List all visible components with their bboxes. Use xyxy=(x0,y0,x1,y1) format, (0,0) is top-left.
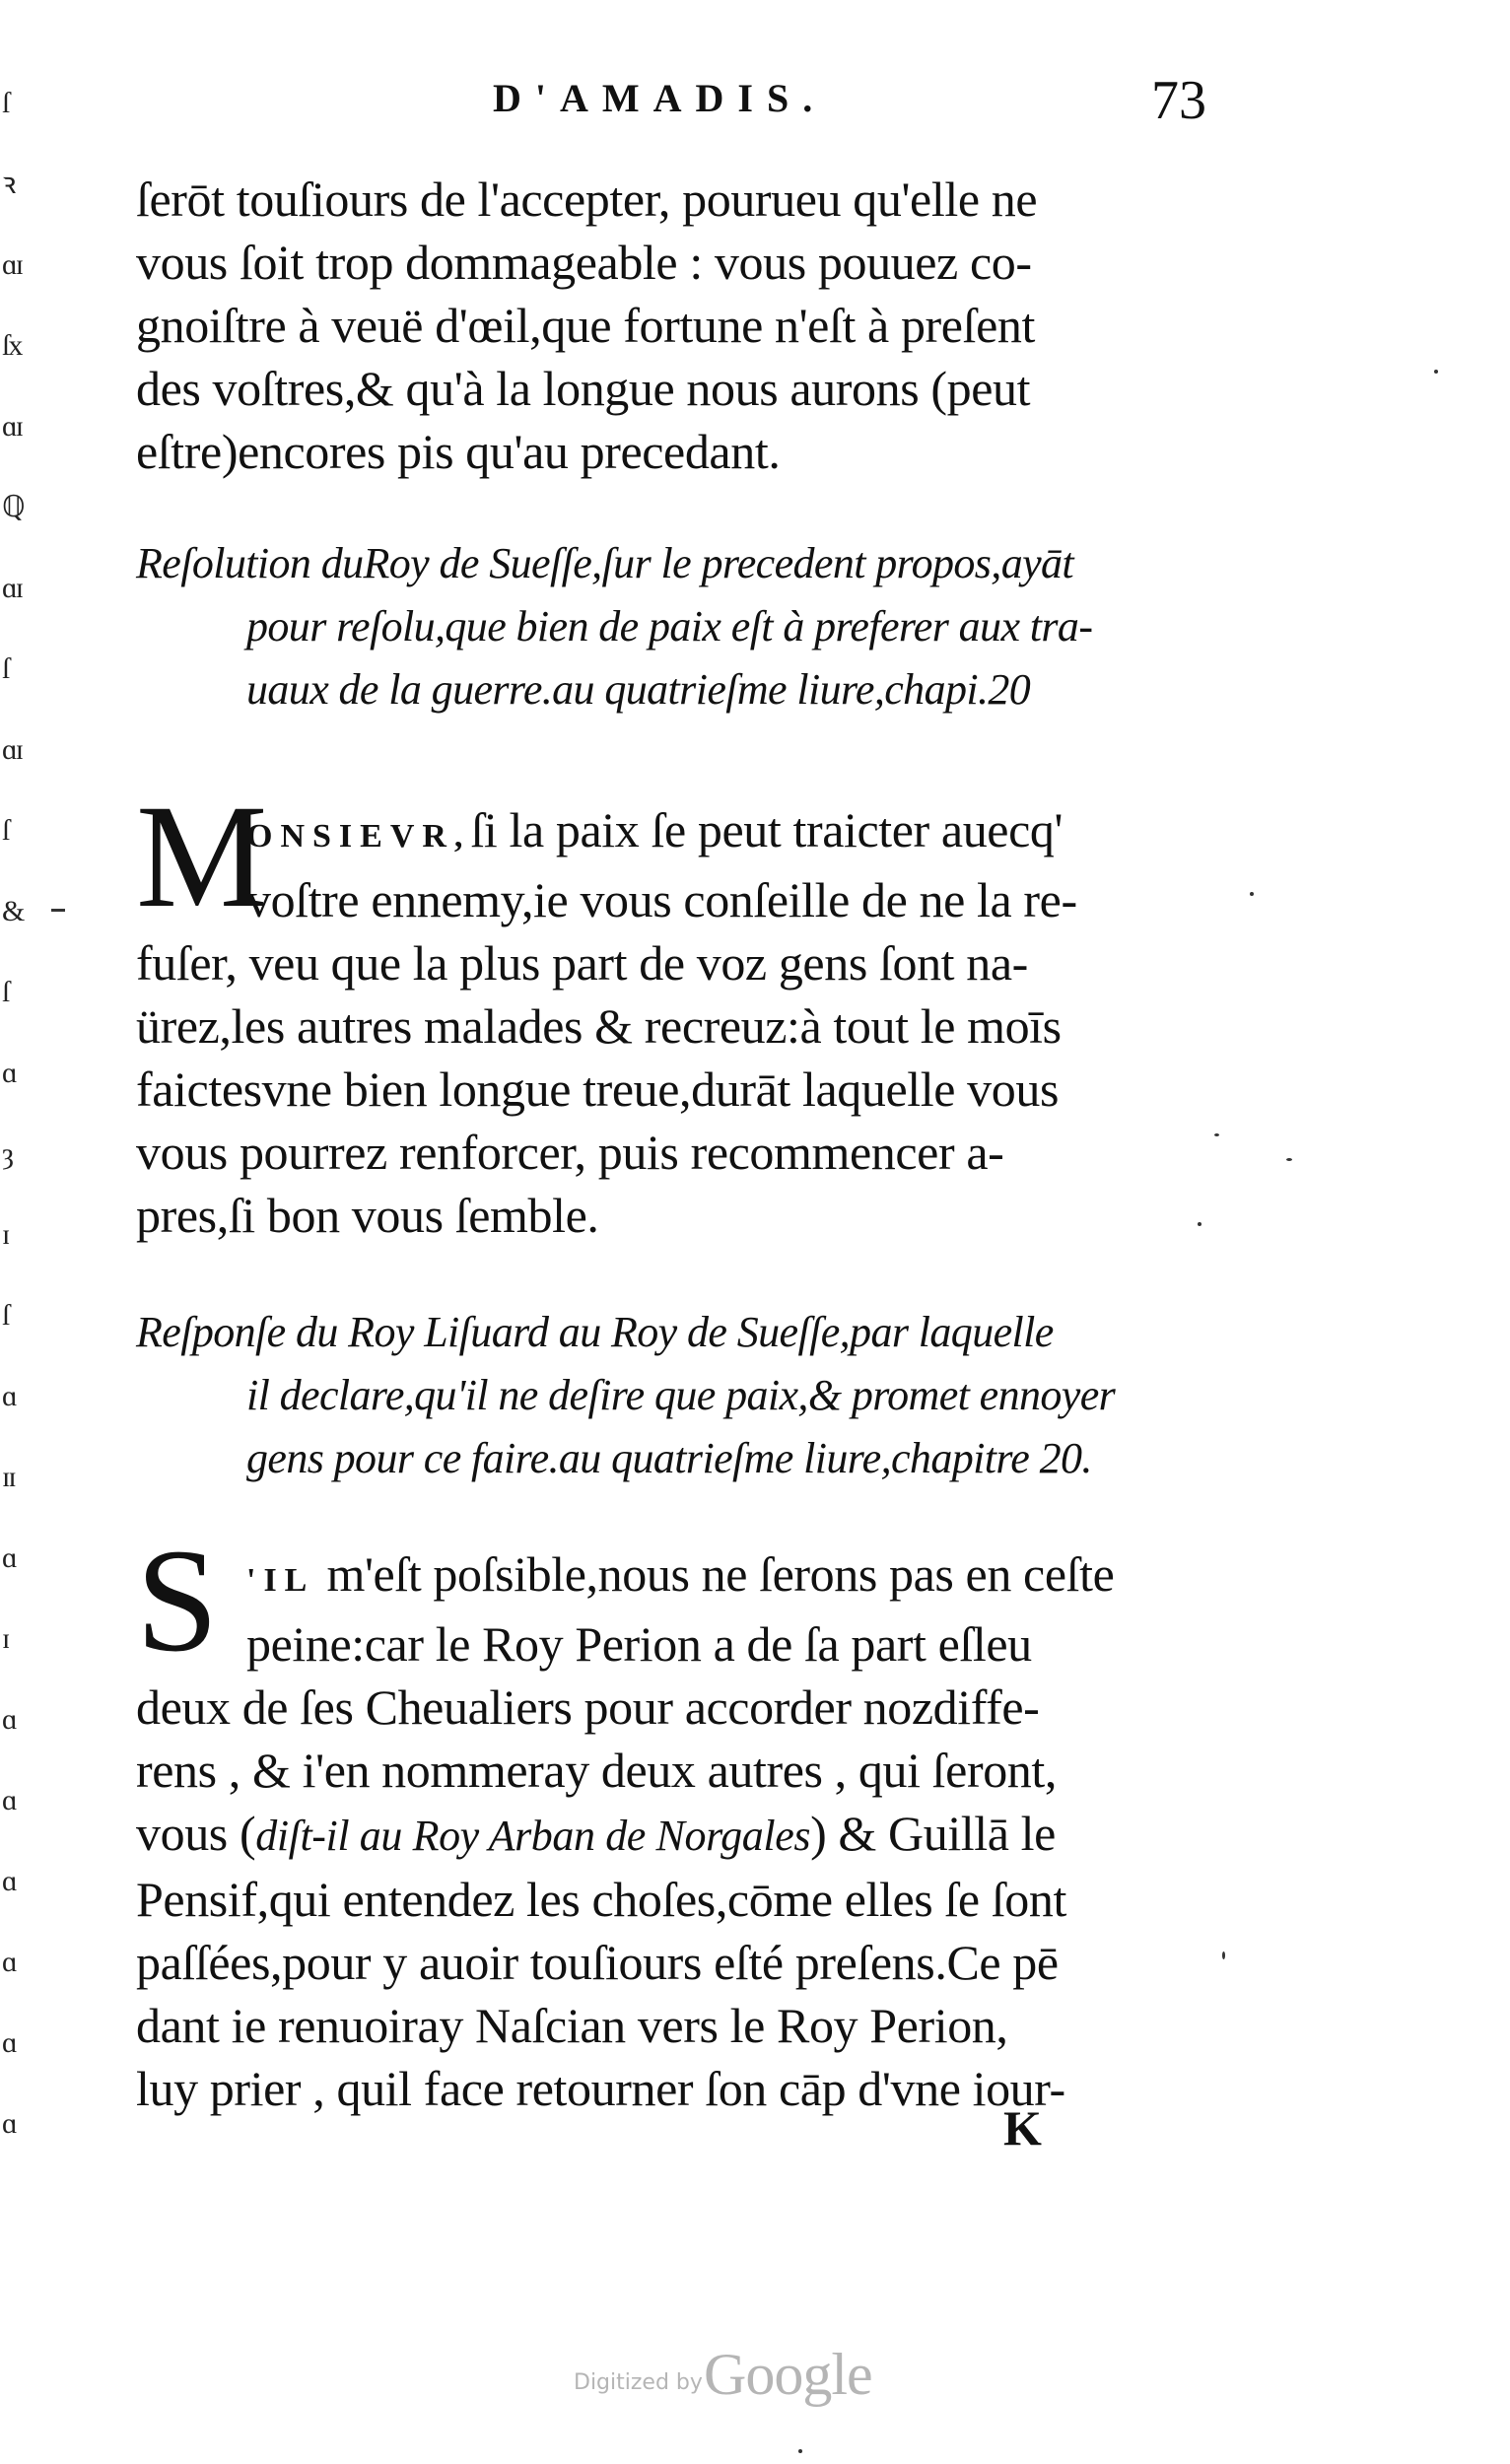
text-line: gnoiſtre à veuë d'œil,que fortune n'eſt à preſent xyxy=(136,298,1035,353)
gutter-fragment: ſx xyxy=(2,329,22,362)
text-line: peine:car le Roy Perion a de ſa part eſleu xyxy=(246,1616,1032,1672)
gutter-fragment: ɪɪ xyxy=(2,1461,15,1493)
heading-line: Reſolution duRoy de Sueſſe,ſur le precedent propos,ayāt xyxy=(136,539,1074,587)
drop-cap-initial: S xyxy=(136,1519,219,1682)
gutter-fragment: ɑ xyxy=(2,2026,16,2059)
gutter-fragment: ſ xyxy=(2,814,9,847)
ink-speck xyxy=(1434,370,1438,374)
section-heading-2 xyxy=(136,1301,1220,1490)
paragraph-2 xyxy=(136,1519,1220,2120)
text-line: dant ie renuoiray Naſcian vers le Roy Perion, xyxy=(136,1998,1008,2053)
small-caps-opening: ONSIEVR, xyxy=(246,818,471,855)
digitization-watermark xyxy=(574,2341,909,2410)
gutter-fragment: ɑɪ xyxy=(2,410,23,443)
signature-mark: K xyxy=(1003,2100,1042,2156)
gutter-fragment: ɪ xyxy=(2,1622,9,1655)
gutter-fragment: ɑɪ xyxy=(2,248,23,281)
ink-speck xyxy=(1198,1222,1201,1226)
running-head xyxy=(0,69,1510,148)
inline-italic-aside: diſt-il au Roy Arban de Norgales xyxy=(255,1812,811,1860)
running-title: D'AMADIS. xyxy=(493,76,827,120)
text-line: rens , & i'en nommeray deux autres , qui ſeront, xyxy=(136,1743,1057,1798)
google-logo: Google xyxy=(704,2342,872,2407)
small-caps-opening: 'IL xyxy=(246,1562,315,1599)
text-line: paſſées,pour y auoir touſiours eſté preſens.Ce pē xyxy=(136,1935,1059,1990)
text-line: voſtre ennemy,ie vous conſeille de ne la re- xyxy=(246,872,1077,927)
gutter-fragment: ℚ xyxy=(2,491,24,523)
text-line: pres,ſi bon vous ſemble. xyxy=(136,1188,599,1243)
text-line xyxy=(136,1802,1220,1868)
gutter-fragment: ɑ xyxy=(2,1865,16,1897)
text-line: vous pourrez renforcer, puis recommencer a- xyxy=(136,1125,1004,1180)
gutter-fragment: ꝛ xyxy=(2,168,15,200)
section-heading-1 xyxy=(136,532,1220,721)
line-text: vous ( xyxy=(136,1806,256,1861)
gutter-fragment: ɑ xyxy=(2,1380,16,1412)
heading-line: Reſponſe du Roy Liſuard au Roy de Sueſſe,par laquelle xyxy=(136,1308,1054,1356)
paragraph-1 xyxy=(136,775,1220,1247)
text-line xyxy=(136,1542,1220,1612)
ink-speck xyxy=(1222,1951,1225,1959)
opening-paragraph xyxy=(136,168,1220,483)
gutter-fragment: ɑ xyxy=(2,1541,16,1574)
gutter-fragment: ſ xyxy=(2,976,9,1008)
gutter-fragment: ſ xyxy=(2,652,9,685)
ink-speck xyxy=(1214,1133,1219,1136)
line-text: ſi la paix ſe peut traicter auecq' xyxy=(470,802,1064,857)
text-line: deux de ſes Cheualiers pour accorder nozdiffe- xyxy=(136,1679,1040,1735)
page-number: 73 xyxy=(1151,70,1206,131)
gutter-fragment: ſ xyxy=(2,1299,9,1332)
ink-speck xyxy=(1286,1158,1292,1161)
heading-line: uaux de la guerre.au quatrieſme liure,chapi.20 xyxy=(246,665,1031,714)
watermark-prefix: Digitized by xyxy=(574,2370,703,2395)
text-line: faictesvne bien longue treue,durāt laquelle vous xyxy=(136,1061,1060,1117)
text-line: vous ſoit trop dommageable : vous pouuez co- xyxy=(136,235,1032,290)
heading-line: pour reſolu,que bien de paix eſt à preferer aux tra- xyxy=(246,602,1093,650)
ink-speck xyxy=(1250,892,1254,896)
gutter-fragment: ɑɪ xyxy=(2,733,23,766)
text-line: Pensif,qui entendez les choſes,cōme elles ſe ſont xyxy=(136,1872,1066,1927)
gutter-fragment: ɪ xyxy=(2,1218,9,1251)
text-line: eſtre)encores pis qu'au precedant. xyxy=(136,424,781,479)
ink-speck xyxy=(798,2449,802,2453)
text-line xyxy=(136,798,1220,868)
drop-cap-initial: M xyxy=(136,775,268,938)
text-line: des voſtres,& qu'à la longue nous aurons (peut xyxy=(136,361,1031,416)
text-line: ſerōt touſiours de l'accepter, pourueu qu'elle ne xyxy=(136,171,1038,227)
gutter-fragment: ſ xyxy=(2,87,9,119)
gutter-fragment: ɑɪ xyxy=(2,572,23,604)
facing-page-gutter xyxy=(0,89,39,2208)
ink-speck xyxy=(51,909,65,912)
gutter-fragment: ɑ xyxy=(2,2107,16,2140)
text-line: luy prier , quil face retourner ſon cāp d'vne iour- xyxy=(136,2061,1065,2116)
gutter-fragment: ȝ xyxy=(2,1137,12,1170)
text-line: ürez,les autres malades & recreuz:à tout le moīs xyxy=(136,998,1062,1054)
heading-line: gens pour ce faire.au quatrieſme liure,chapitre 20. xyxy=(246,1434,1092,1482)
gutter-fragment: ɑ xyxy=(2,1946,16,1978)
line-text: ) & Guillā le xyxy=(810,1806,1056,1861)
gutter-fragment: & xyxy=(2,895,24,927)
gutter-fragment: ɑ xyxy=(2,1784,16,1816)
line-text: m'eſt poſsible,nous ne ſerons pas en ceſte xyxy=(314,1546,1115,1602)
gutter-fragment: ɑ xyxy=(2,1057,16,1089)
heading-line: il declare,qu'il ne deſire que paix,& promet ennoyer xyxy=(246,1371,1116,1419)
gutter-fragment: ɑ xyxy=(2,1703,16,1736)
text-line: fuſer, veu que la plus part de voz gens ſont na- xyxy=(136,935,1028,991)
